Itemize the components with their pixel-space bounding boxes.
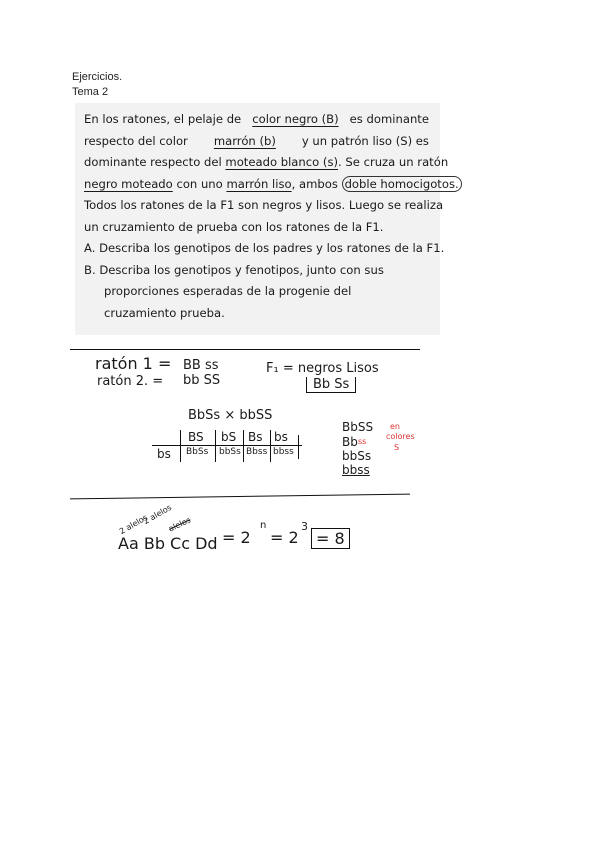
underlined-term: negro moteado (84, 176, 173, 191)
problem-text: con uno (176, 176, 223, 191)
punnett-header-3: Bs (248, 430, 263, 444)
punnett-cell-3: Bbss (246, 447, 268, 457)
divider-bottom (70, 494, 410, 500)
formula-exp-3: 3 (301, 520, 308, 533)
result-genotype-3: bbSs (342, 449, 372, 463)
formula-eq-1: = 2 (222, 528, 251, 547)
formula-result: = 8 (311, 528, 350, 549)
underlined-term: color negro (B) (252, 112, 339, 126)
result-genotype-2: Bb (342, 435, 358, 449)
punnett-cell-1: BbSs (186, 447, 209, 457)
punnett-divider (270, 430, 271, 462)
problem-line-3 (84, 152, 449, 174)
formula-label-3: alelos (167, 515, 193, 534)
formula-label-2: 2 alelos (141, 502, 174, 527)
problem-line-6: un cruzamiento de prueba con los ratones de la F1. (84, 219, 384, 234)
problem-line-5: Todos los ratones de la F1 son negros y lisos. Luego se realiza (84, 198, 444, 212)
red-note-1: en (390, 422, 400, 431)
hw-raton-1-genotype: BB ss (183, 358, 219, 373)
divider-top (70, 349, 420, 350)
question-b-line-3: cruzamiento prueba. (104, 305, 225, 320)
punnett-header-2: bS (221, 430, 237, 444)
punnett-divider (215, 430, 216, 462)
hw-f1-genotype: Bb Ss (306, 377, 356, 393)
exercise-heading: Ejercicios. (72, 71, 123, 83)
problem-line-4 (84, 174, 459, 196)
formula-alleles: Aa Bb Cc Dd (118, 534, 218, 553)
problem-line-2 (84, 131, 429, 153)
problem-text: , ambos (291, 176, 338, 191)
problem-text: respecto del color (84, 133, 188, 148)
punnett-header-1: BS (188, 430, 204, 444)
red-note-2: colores (386, 432, 415, 441)
problem-statement (75, 103, 459, 335)
punnett-divider (243, 430, 244, 462)
punnett-cell-4: bbss (273, 447, 294, 457)
result-genotype-2-red-mark: ss (358, 437, 367, 446)
problem-text: En los ratones, el pelaje de (84, 112, 242, 126)
result-genotype-1: BbSS (342, 420, 374, 434)
question-b: B. Describa los genotipos y fenotipos, junto con sus (84, 262, 384, 277)
red-note-3: S (394, 443, 400, 452)
question-a: A. Describa los genotipos de los padres y los ratones de la F1. (84, 241, 445, 255)
punnett-cell-2: bbSs (219, 447, 241, 457)
punnett-line (152, 445, 302, 446)
topic-heading: Tema 2 (72, 86, 109, 98)
underlined-term: marrón (b) (213, 133, 276, 148)
problem-text: es dominante (349, 112, 429, 126)
hw-raton-2: ratón 2. = (97, 374, 164, 389)
problem-text: y un patrón liso (S) es (301, 133, 429, 148)
problem-text: . Se cruza un ratón (338, 155, 449, 169)
problem-text: dominante respecto del (84, 155, 222, 169)
hw-f1-phenotype: F₁ = negros Lisos (266, 361, 379, 376)
formula-exp-n: n (260, 520, 267, 531)
circled-term: doble homocigotos. (342, 176, 462, 192)
problem-line-1 (84, 109, 429, 131)
punnett-row-gamete: bs (157, 447, 171, 461)
result-genotype-4: bbss (342, 463, 370, 477)
formula-eq-2: = 2 (270, 528, 299, 547)
punnett-divider (180, 430, 181, 462)
underlined-term: moteado blanco (s) (225, 155, 339, 169)
underlined-term: marrón liso (226, 176, 292, 191)
hw-raton-2-genotype: bb SS (183, 373, 221, 388)
hw-raton-1: ratón 1 = (95, 354, 172, 373)
question-b-line-2: proporciones esperadas de la progenie del (104, 284, 352, 298)
formula-label-1: 2 alelos (117, 512, 150, 537)
punnett-header-4: bs (274, 430, 288, 444)
hw-test-cross: BbSs × bbSS (188, 408, 273, 423)
punnett-divider (298, 435, 299, 459)
